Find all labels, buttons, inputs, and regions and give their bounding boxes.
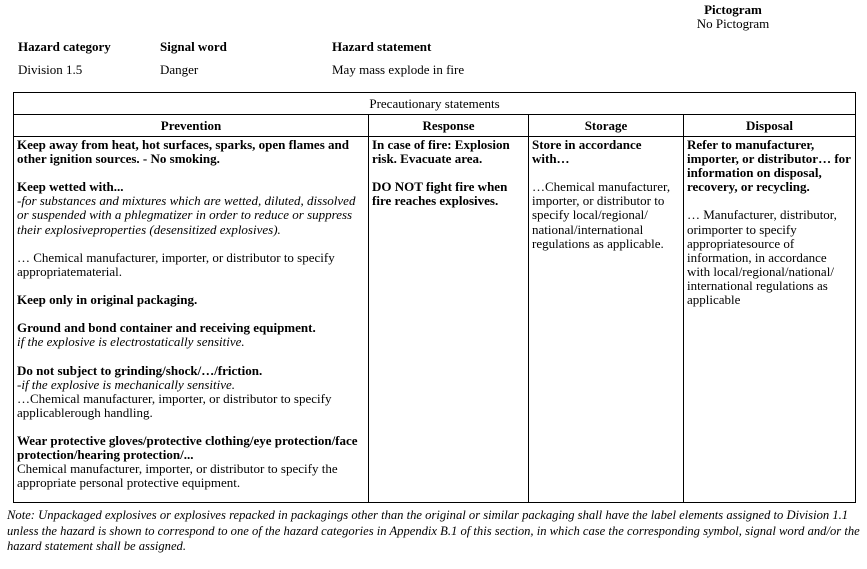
hazard-statement-label: Hazard statement (332, 39, 432, 54)
paragraph: …Chemical manufacturer, importer, or distributor to specify local/regional/ national/international regulations as applicable. (532, 179, 671, 251)
signal-word-value: Danger (160, 62, 199, 77)
paragraph: … Manufacturer, distributor, orimporter to specify appropriatesource of information, in accordance with local/regional/national/ international regulations as applicable (687, 207, 837, 308)
column-header-response: Response (369, 115, 529, 137)
hazard-category-value: Division 1.5 (18, 62, 83, 77)
column-header-storage: Storage (529, 115, 684, 137)
prevention-cell (14, 137, 369, 503)
pictogram-value: No Pictogram (696, 16, 770, 31)
paragraph: In case of fire: Explosion risk. Evacuate area. (372, 137, 510, 167)
hazard-statement-column (332, 40, 464, 76)
paragraph: Wear protective gloves/protective clothing/eye protection/face protection/hearing protection/... (17, 432, 358, 463)
pictogram-label: Pictogram (704, 2, 762, 17)
precautionary-statements-table (13, 92, 856, 503)
paragraph: Keep wetted with... (17, 179, 124, 195)
paragraph: Keep away from heat, hot surfaces, sparks, open flames and other ignition sources. - No smoking. (17, 137, 349, 167)
storage-cell (529, 137, 684, 503)
signal-word-label: Signal word (160, 39, 227, 54)
hazard-category-column (18, 40, 111, 76)
paragraph: Chemical manufacturer, importer, or distributor to specify the appropriate personal protective equipment. (17, 461, 338, 491)
paragraph: -if the explosive is mechanically sensitive. (17, 376, 236, 392)
paragraph (17, 237, 365, 251)
paragraph: Store in accordance with… (532, 137, 642, 167)
pictogram-section (618, 3, 848, 31)
paragraph: if the explosive is electrostatically sensitive. (17, 334, 245, 350)
column-header-disposal: Disposal (684, 115, 856, 137)
paragraph (372, 166, 525, 180)
paragraph (17, 349, 365, 363)
paragraph (17, 166, 365, 180)
paragraph: …Chemical manufacturer, importer, or distributor to specify applicablerough handling. (17, 390, 332, 420)
paragraph (532, 166, 680, 180)
paragraph: Do not subject to grinding/shock/…/friction. (17, 362, 263, 378)
paragraph: DO NOT fight fire when fire reaches explosives. (372, 179, 508, 209)
paragraph (17, 420, 365, 434)
disposal-cell (684, 137, 856, 503)
paragraph: Keep only in original packaging. (17, 292, 198, 308)
table-caption: Precautionary statements (14, 93, 856, 115)
paragraph (17, 279, 365, 293)
column-header-prevention: Prevention (14, 115, 369, 137)
hazard-statement-value: May mass explode in fire (332, 62, 465, 77)
paragraph: Refer to manufacturer, importer, or distributor… for information on disposal, recovery, or recycling. (687, 137, 851, 195)
hazard-category-label: Hazard category (18, 39, 111, 54)
paragraph (17, 307, 365, 321)
paragraph (687, 194, 852, 208)
paragraph: Ground and bond container and receiving equipment. (17, 320, 316, 336)
response-cell (369, 137, 529, 503)
paragraph: -for substances and mixtures which are wetted, diluted, dissolved or suspended with a phlegmatizer in order to reduce or suppress their explosiveproperties (desensitized explosives). (17, 193, 356, 237)
paragraph: … Chemical manufacturer, importer, or distributor to specify appropriatematerial. (17, 249, 335, 279)
footnote: Note: Unpackaged explosives or explosives repacked in packagings other than the original or similar packaging shall have the label elements assigned to Division 1.1 unless the hazard is shown to correspond to one of the hazard categories in Appendix B.1 of this section, in which case the corresponding symbol, signal word and/or the hazard statement shall be assigned. (7, 508, 860, 553)
signal-word-column (160, 40, 227, 76)
